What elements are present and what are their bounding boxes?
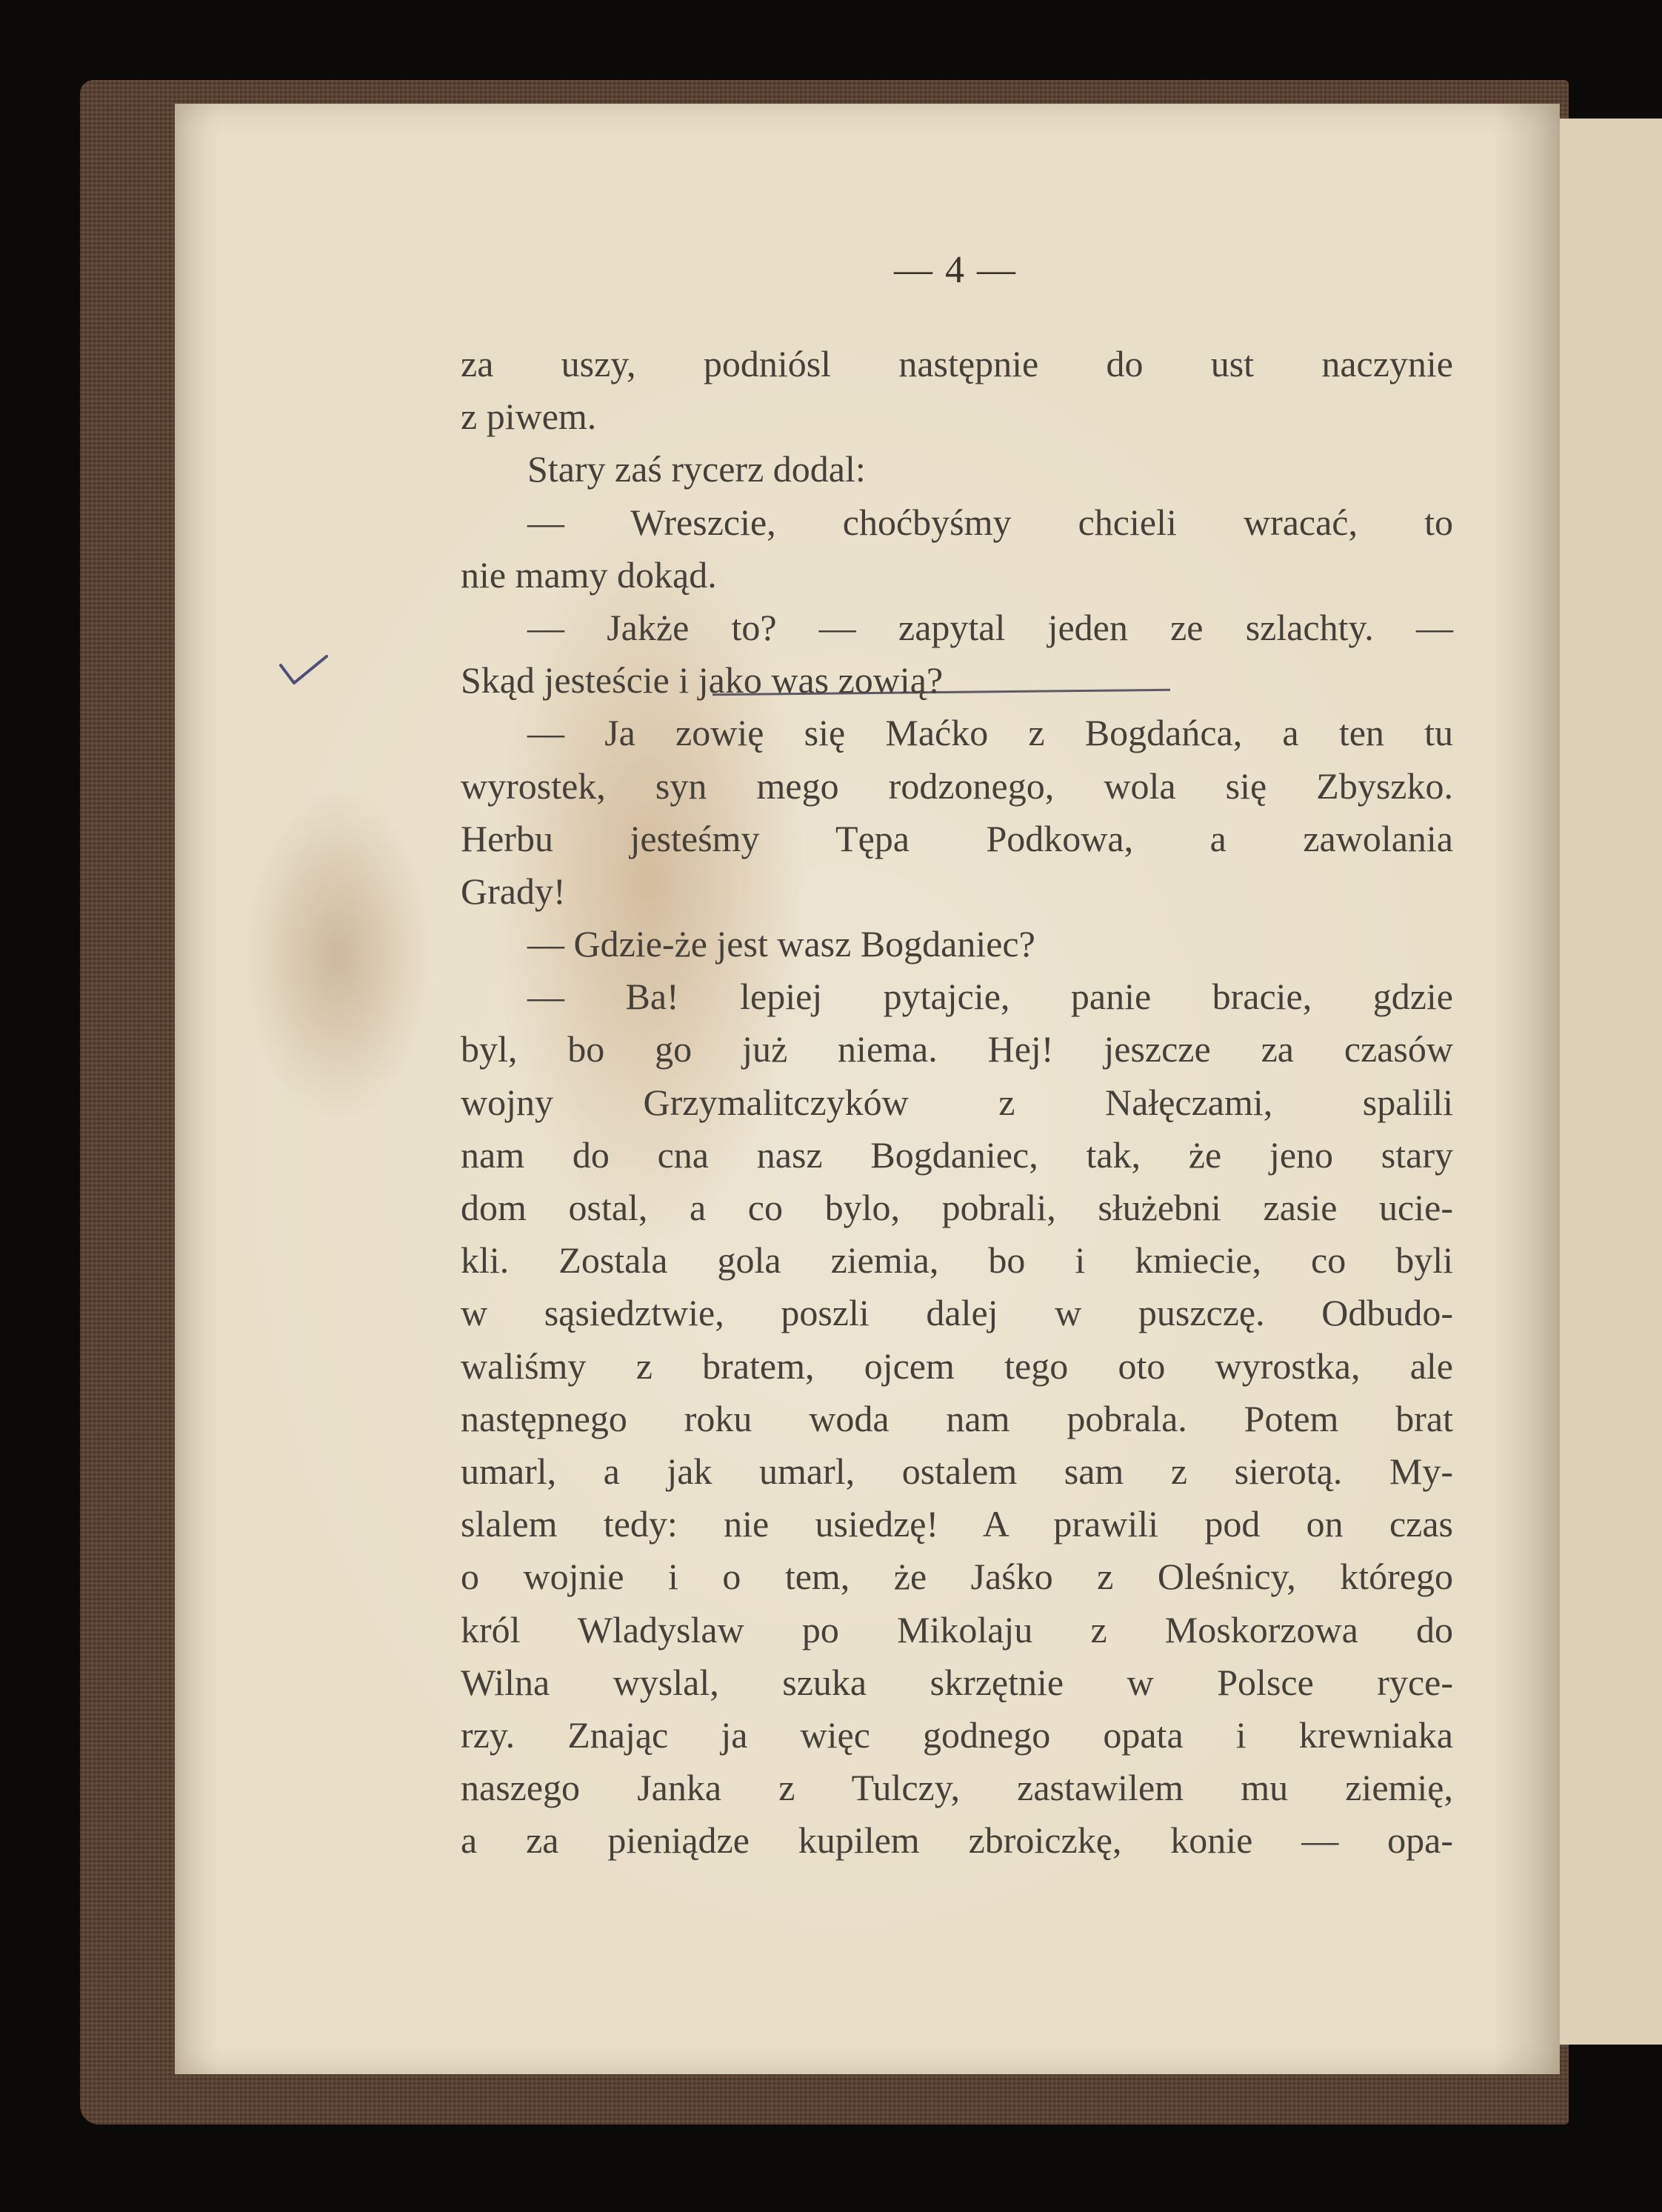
text-line: — Ba! lepiej pytajcie, panie bracie, gdzie [527,976,1453,1018]
page-number: — 4 — [894,249,1017,291]
text-line: wojny Grzymalitczyków z Nałęczami, spalili [461,1081,1453,1123]
text-line: Wilna wyslal, szuka skrzętnie w Polsce ryce- [461,1661,1453,1703]
text-line: Skąd jesteście i jako was zowią? [461,659,944,702]
text-line: za uszy, podniósl następnie do ust naczynie [461,343,1453,384]
text-line: o wojnie i o tem, że Jaśko z Oleśnicy, którego [461,1556,1453,1598]
text-line: rzy. Znając ja więc godnego opata i krewniaka [461,1713,1453,1756]
text-line: Herbu jesteśmy Tępa Podkowa, a zawolania [461,817,1453,859]
text-line: naszego Janka z Tulczy, zastawilem mu ziemię, [461,1767,1453,1809]
text-line: — Ja zowię się Maćko z Bogdańca, a ten tu [527,712,1453,754]
adjacent-page-edge [1555,119,1662,2045]
text-line: król Wladyslaw po Mikolaju z Moskorzowa do [461,1608,1453,1650]
text-line: — Gdzie-że jest wasz Bogdaniec? [527,923,1035,965]
text-line: Grady! [461,870,566,912]
text-line: waliśmy z bratem, ojcem tego oto wyrostka, ale [461,1345,1453,1387]
text-line: wyrostek, syn mego rodzonego, wola się Zbyszko. [461,764,1453,807]
page-text [461,338,1453,1867]
text-line: — Wreszcie, choćbyśmy chcieli wracać, to [527,501,1453,543]
text-line: dom ostal, a co bylo, pobrali, służebni zasie ucie- [461,1187,1453,1228]
text-line: — Jakże to? — zapytal jeden ze szlachty. — [527,606,1453,648]
handwritten-check-mark-icon [278,653,330,687]
text-line: Stary zaś rycerz dodal: [527,448,866,490]
text-line: nie mamy dokąd. [461,553,717,596]
text-line: kli. Zostala gola ziemia, bo i kmiecie, co byli [461,1239,1453,1282]
text-line: następnego roku woda nam pobrala. Potem brat [461,1397,1453,1439]
text-line: umarl, a jak umarl, ostalem sam z sierotą. My- [461,1450,1453,1492]
text-line: a za pieniądze kupilem zbroiczkę, konie — opa- [461,1819,1453,1862]
text-line: z piwem. [461,396,597,438]
text-line: w sąsiedztwie, poszli dalej w puszczę. Odbudo- [461,1292,1453,1334]
text-line: byl, bo go już niema. Hej! jeszcze za czasów [461,1028,1453,1070]
text-line: slalem tedy: nie usiedzę! A prawili pod on czas [461,1503,1453,1545]
text-line: nam do cna nasz Bogdaniec, tak, że jeno stary [461,1133,1453,1176]
